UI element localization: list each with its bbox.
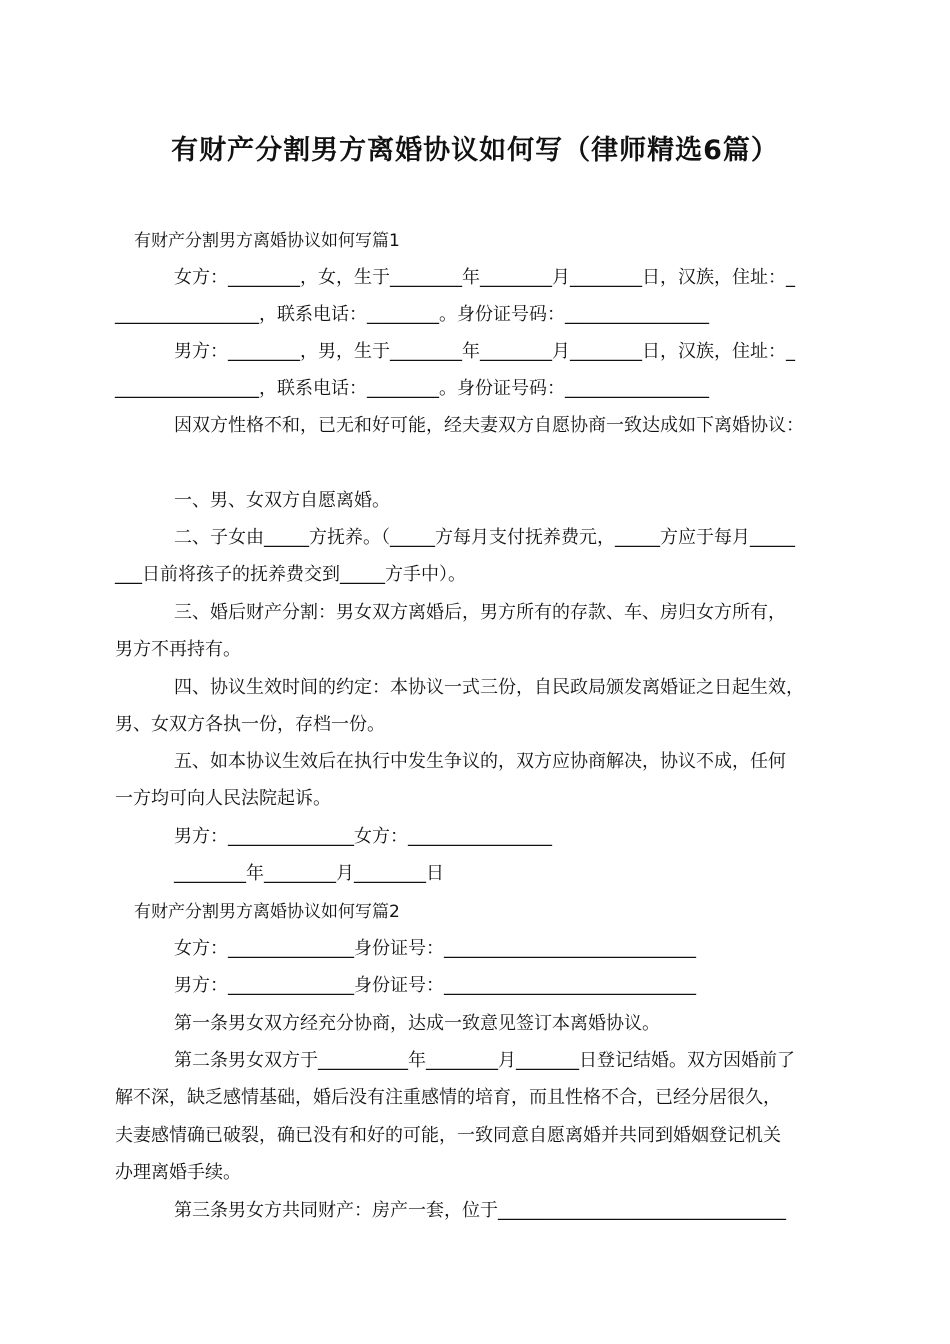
paragraph-line: 一方均可向人民法院起诉。: [115, 788, 331, 809]
paragraph-line: 男方不再持有。: [115, 639, 241, 660]
signature-line: 男方：______________女方：________________: [174, 826, 552, 847]
document-title-text: 有财产分割男方离婚协议如何写（律师精选6篇）: [171, 135, 779, 166]
paragraph-line: 男、女双方各执一份，存档一份。: [115, 714, 385, 735]
section-heading-2: 有财产分割男方离婚协议如何写篇2: [134, 902, 400, 922]
paragraph-line: 因双方性格不和，已无和好可能，经夫妻双方自愿协商一致达成如下离婚协议：: [174, 415, 804, 436]
document-title: [0, 128, 950, 167]
paragraph-line: 男方：________，男，生于________年________月________日，汉族，住址：_: [174, 341, 795, 362]
section-heading-1: 有财产分割男方离婚协议如何写篇1: [134, 231, 400, 251]
paragraph-line: 第三条男女方共同财产：房产一套，位于________________________________: [174, 1200, 786, 1221]
paragraph-line: 办理离婚手续。: [115, 1162, 241, 1183]
paragraph-line: 第一条男女双方经充分协商，达成一致意见签订本离婚协议。: [174, 1013, 660, 1034]
paragraph-line: ________________，联系电话：________。身份证号码：________________: [115, 378, 709, 399]
paragraph-line: 三、婚后财产分割：男女双方离婚后，男方所有的存款、车、房归女方所有，: [174, 602, 786, 623]
paragraph-line: 第二条男女双方于__________年________月_______日登记结婚。双方因婚前了: [174, 1050, 795, 1071]
paragraph-line: 女方：______________身份证号：____________________________: [174, 938, 696, 959]
paragraph-line: 五、如本协议生效后在执行中发生争议的，双方应协商解决，协议不成，任何: [174, 751, 786, 772]
paragraph-line: 解不深，缺乏感情基础，婚后没有注重感情的培育，而且性格不合，已经分居很久，: [115, 1087, 781, 1108]
date-line: ________年________月________日: [174, 863, 444, 884]
paragraph-line: 男方：______________身份证号：____________________________: [174, 975, 696, 996]
paragraph-line: 一、男、女双方自愿离婚。: [174, 490, 390, 511]
paragraph-line: ________________，联系电话：________。身份证号码：________________: [115, 304, 709, 325]
paragraph-line: ___日前将孩子的抚养费交到_____方手中）。: [115, 564, 466, 585]
paragraph-line: 女方：________，女，生于________年________月________日，汉族，住址：_: [174, 267, 795, 288]
paragraph-line: 夫妻感情确已破裂，确已没有和好的可能，一致同意自愿离婚并共同到婚姻登记机关: [115, 1125, 781, 1146]
paragraph-line: 四、协议生效时间的约定：本协议一式三份，自民政局颁发离婚证之日起生效，: [174, 677, 804, 698]
paragraph-line: 二、子女由_____方抚养。（_____方每月支付抚养费元，_____方应于每月_____: [174, 527, 795, 548]
